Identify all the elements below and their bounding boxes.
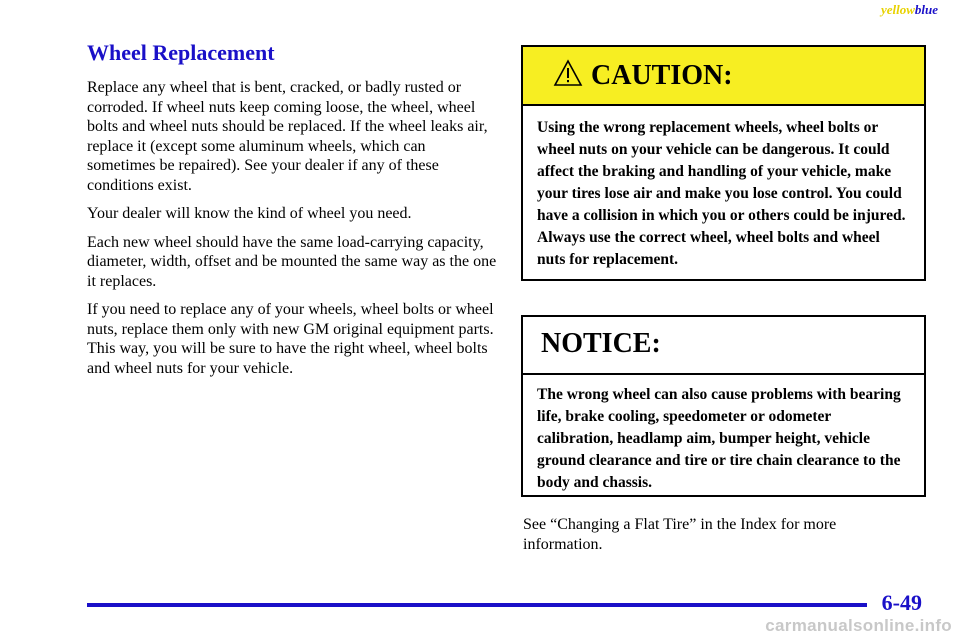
warning-triangle-icon [553,59,583,87]
caution-label: CAUTION: [591,60,733,91]
caution-text: Using the wrong replacement wheels, wheel bolts or wheel nuts on your vehicle can be dangerous. It could affect the braking and handling of your vehicle, make your tires lose air and make you lose control. You could have a collision in which you or others could be injured. Always use the correct wheel, wheel bolts and wheel nuts for replacement. [537,119,906,268]
wheel-replacement-section [87,40,497,387]
color-registration-marks [881,2,938,18]
watermark: carmanualsonline.info [765,616,952,635]
section-title: Wheel Replacement [87,40,275,65]
caution-box [521,45,926,281]
notice-label: NOTICE: [541,328,661,359]
body-paragraph-1: Replace any wheel that is bent, cracked, or badly rusted or corroded. If wheel nuts keep coming loose, the wheel, wheel bolts and wheel nuts should be replaced. If the wheel leaks air, replace it (except some aluminum wheels, which can sometimes be repaired). See your dealer if any of these conditions exist. [87,79,488,194]
body-paragraph-2: Your dealer will know the kind of wheel you need. [87,205,412,222]
see-also-text: See “Changing a Flat Tire” in the Index for more information. [523,516,837,553]
notice-box [521,315,926,497]
notice-text: The wrong wheel can also cause problems with bearing life, brake cooling, speedometer or odometer calibration, headlamp aim, bumper height, vehicle ground clearance and tire or tire chain clearance to the body and chassis. [537,386,901,491]
caution-header [523,47,924,106]
blue-mark: blue [914,2,938,17]
yellow-mark: yellow [880,2,915,17]
body-paragraph-4: If you need to replace any of your wheels, wheel bolts or wheel nuts, replace them only with new GM original equipment parts. This way, you will be sure to have the right wheel, wheel bolts and wheel nuts for your vehicle. [87,301,494,377]
page-number: 6-49 [881,590,922,615]
body-paragraph-3: Each new wheel should have the same load‑carrying capacity, diameter, width, offset and be mounted the same way as the one it replaces. [87,233,497,290]
footer-rule [87,603,867,607]
notice-header [523,317,924,375]
